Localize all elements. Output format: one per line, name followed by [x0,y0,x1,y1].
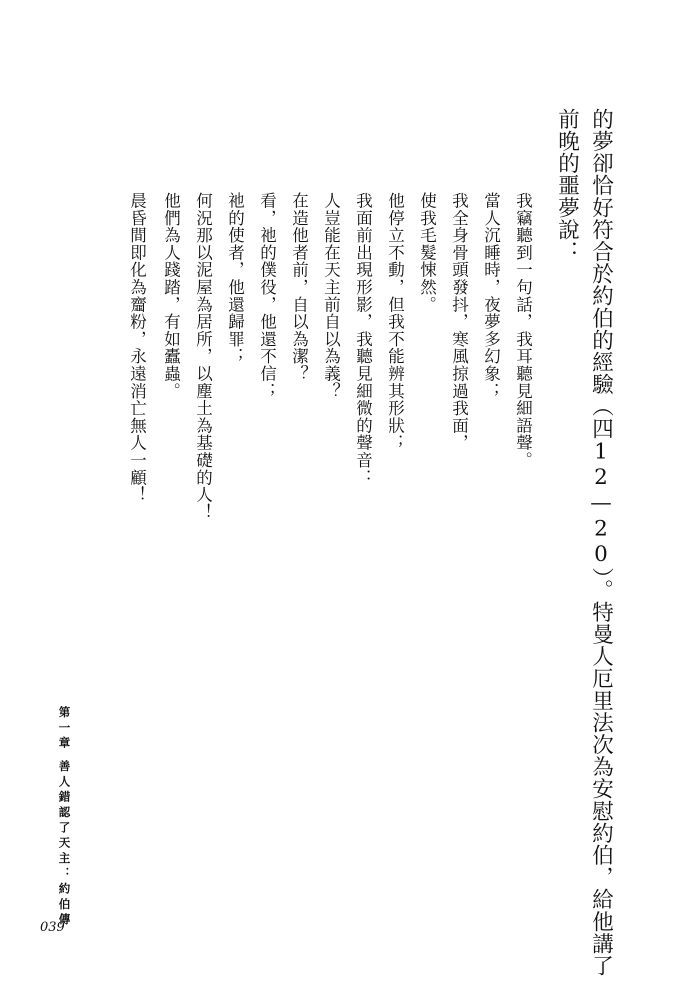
verse-line: 使我毛髮悚然。 [417,192,437,314]
page-number: 039 [40,920,65,935]
verse-line: 我竊聽到一句話，我耳聽見細語聲。 [513,192,533,469]
verse-line: 人豈能在天主前自以為義？ [321,192,341,400]
verse-line: 祂的使者，他還歸罪； [225,192,245,365]
verse-line: 在造他者前，自以為潔？ [289,192,309,383]
verse-line: 看，祂的僕役，他還不信； [257,192,277,400]
verse-line: 他們為人踐踏，有如蠹蟲。 [161,192,181,400]
prose-line-2: 前晚的噩夢說： [554,108,580,263]
verse-line: 晨昏間即化為齏粉，永遠消亡無人一顧！ [127,192,147,504]
verse-line: 何況那以泥屋為居所，以塵土為基礎的人！ [193,192,213,521]
prose-line-1: 的夢卻恰好符合於約伯的經驗（四12—20）。特曼人厄里法次為安慰約伯，給他講了 [588,108,614,977]
verse-line: 當人沉睡時，夜夢多幻象； [481,192,501,400]
running-head-chapter: 第一章 [57,706,72,752]
verse-line: 他停立不動，但我不能辨其形狀； [385,192,405,452]
verse-line: 我全身骨頭發抖，寒風掠過我面， [449,192,469,452]
verse-line: 我面前出現形影，我聽見細微的聲音： [353,192,373,487]
running-head-title: 善人錯認了天主：約伯傳 [57,760,72,929]
